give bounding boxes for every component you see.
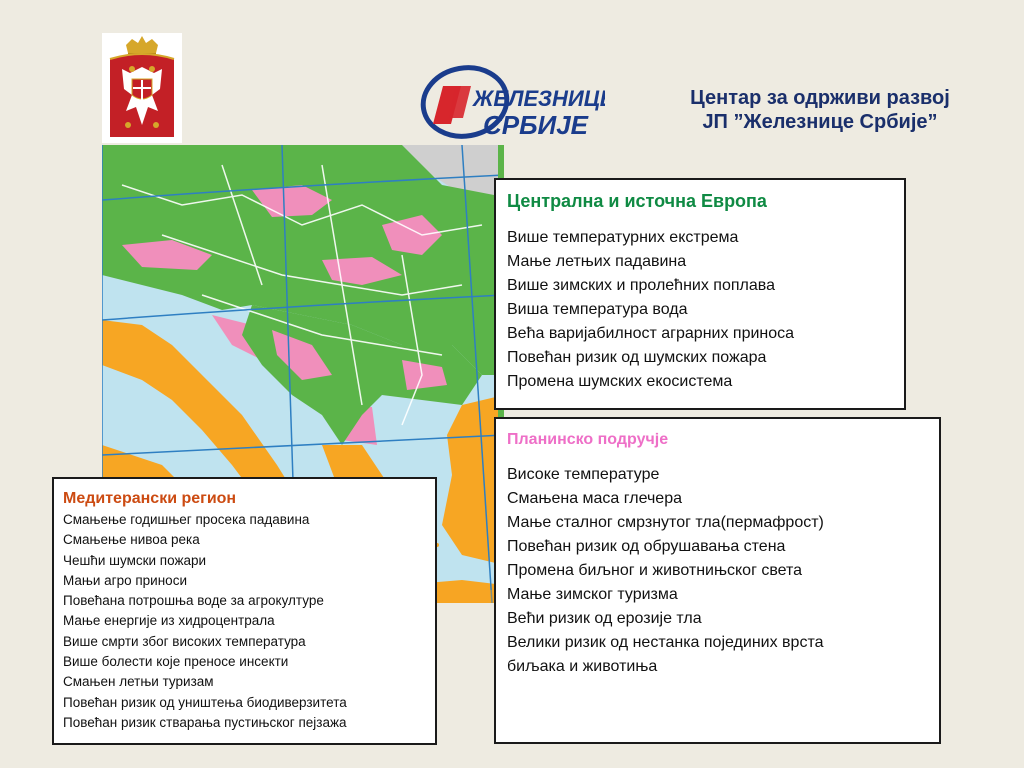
list-item: Повећан ризик од шумских пожара xyxy=(507,349,767,366)
title-line-2: ЈП ”Железнице Србије” xyxy=(702,111,938,133)
list-item: Мање зимског туризма xyxy=(507,586,678,603)
list-item: Повећан ризик стварања пустињског пејзажа xyxy=(63,714,347,730)
list-item: Промена шумских екосистема xyxy=(507,373,733,390)
list-item: Повећан ризик од уништења биодиверзитета xyxy=(63,694,347,710)
central-europe-list xyxy=(507,226,904,394)
mountain-region-heading: Планинско подручје xyxy=(507,431,669,448)
page-title xyxy=(640,86,1000,134)
list-item: биљака и животиња xyxy=(507,658,658,675)
list-item: Високе температуре xyxy=(507,466,660,483)
mountain-region-box xyxy=(494,417,941,744)
list-item: Више смрти због високих температура xyxy=(63,633,306,649)
mediterranean-region-box xyxy=(52,477,437,745)
list-item: Смањење нивоа река xyxy=(63,532,200,548)
list-item: Мање летњих падавина xyxy=(507,253,687,270)
list-item: Повећан ризик од обрушавања стена xyxy=(507,538,786,555)
serbian-railways-logo xyxy=(415,62,605,142)
list-item: Чешћи шумски пожари xyxy=(63,552,207,568)
list-item: Мањи агро приноси xyxy=(63,572,187,588)
central-europe-box xyxy=(494,178,906,410)
list-item: Смањење годишњег просека падавина xyxy=(63,512,310,527)
list-item: Промена биљног и животнињског света xyxy=(507,562,803,579)
mediterranean-list xyxy=(63,510,435,733)
list-item: Мање енергије из хидроцентрала xyxy=(63,613,275,629)
list-item: Више температурних екстрема xyxy=(507,229,739,246)
list-item: Више болести које преносе инсекти xyxy=(63,654,289,670)
mountain-region-list xyxy=(507,463,939,679)
svg-text:СРБИЈЕ: СРБИЈЕ xyxy=(483,110,589,140)
list-item: Већи ризик од ерозије тла xyxy=(507,610,702,627)
list-item: Виша температура вода xyxy=(507,301,688,318)
svg-text:ЖЕЛЕЗНИЦЕ: ЖЕЛЕЗНИЦЕ xyxy=(473,86,605,111)
list-item: Више зимских и пролећних поплава xyxy=(507,277,775,294)
list-item: Повећана потрошња воде за агрокултуре xyxy=(63,593,324,609)
serbia-coat-of-arms-icon xyxy=(102,33,182,143)
list-item: Већа варијабилност аграрних приноса xyxy=(507,325,795,342)
central-europe-heading: Централна и источна Европа xyxy=(507,191,767,211)
title-line-1: Центар за одрживи развој xyxy=(690,87,950,109)
list-item: Смањена маса глечера xyxy=(507,490,682,507)
list-item: Мање сталног смрзнутог тла(пермафрост) xyxy=(507,514,824,531)
list-item: Смањен летњи туризам xyxy=(63,674,214,690)
list-item: Велики ризик од нестанка појединих врста xyxy=(507,634,824,651)
mediterranean-heading: Медитерански регион xyxy=(63,490,237,507)
